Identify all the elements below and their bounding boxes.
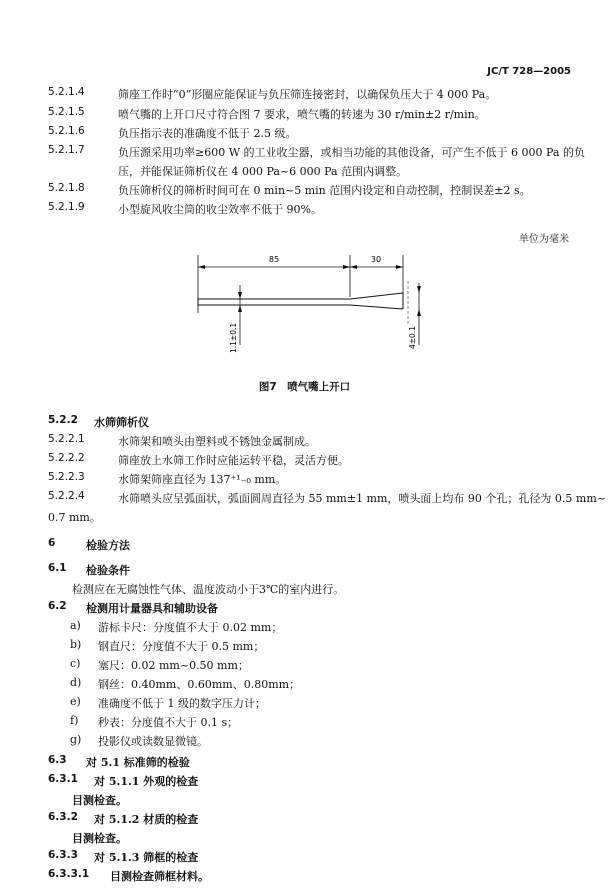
clause-5-2-1-7-cont [48,163,407,179]
nozzle-taper-top [350,293,403,299]
clause-number: 5.2.1.7 [48,144,85,156]
clause-text: 水筛喷头应呈弧面状，弧面圆周直径为 55 mm±1 mm，喷头面上均布 90 个孔；孔径为 0.5 mm~ [118,492,606,505]
section-number: 6.3.3 [48,849,78,861]
list-marker: a) [70,619,81,632]
section-6-1-heading [48,562,130,578]
section-6-3-3-1 [48,868,209,884]
dim-right-label: 4±0.1 [408,326,417,349]
clause-text: 负压筛析仪的筛析时间可在 0 min~5 min 范围内设定和自动控制，控制误差±2 s。 [118,184,531,197]
clause-5-2-2-4 [48,490,606,506]
list-marker: c) [70,657,81,670]
dim-left-arrow-top [238,292,242,299]
section-number: 6.3.2 [48,811,78,823]
clause-text: 目测检查筛框材料。 [110,870,209,883]
list-item-c [70,657,249,673]
clause-number: 5.2.2.3 [48,471,85,483]
dim-left-arrow-bottom [238,305,242,312]
list-text: 钢直尺：分度值不大于 0.5 mm； [98,640,265,653]
clause-5-2-1-6 [48,125,297,141]
dim-left-label: 1.1±0.1 [229,322,238,353]
list-marker: f) [70,714,79,727]
list-item-d [70,676,300,692]
clause-number: 5.2.1.4 [48,86,85,98]
clause-text: 筛座放上水筛工作时应能运转平稳，灵活方便。 [118,454,349,467]
dim-right-arrow-bottom [417,309,421,316]
clause-text: 水筛架筛座直径为 137⁺¹₋₀ mm。 [118,473,287,486]
arrow-mid-left [343,265,350,269]
clause-text: 压，并能保证筛析仪在 4 000 Pa~6 000 Pa 范围内调整。 [118,165,408,178]
dim-right-arrow-top [417,286,421,293]
clause-number: 5.2.2.2 [48,452,85,464]
clause-5-2-1-5 [48,106,486,122]
section-6-3-2-heading [48,811,198,827]
section-6-3-heading [48,754,190,770]
section-number: 6.1 [48,562,67,574]
clause-5-2-2-3 [48,471,286,487]
clause-number: 6.3.3.1 [48,868,90,880]
section-number: 6 [48,537,56,549]
list-text: 准确度不低于 1 级的数字压力计； [98,697,266,710]
section-title: 对 5.1.1 外观的检查 [94,775,199,788]
section-title: 对 5.1.2 材质的检查 [94,813,199,826]
list-marker: g) [70,733,82,746]
clause-number: 5.2.1.9 [48,201,85,213]
list-item-f [70,714,238,730]
clause-5-2-2-4-cont [48,509,101,525]
section-title: 对 5.1.3 筛框的检查 [94,851,199,864]
clause-5-2-1-9 [48,201,322,217]
doc-code: JC/T 728—2005 [487,66,571,77]
clause-number: 5.2.1.6 [48,125,85,137]
section-6-heading [48,537,130,553]
clause-5-2-2-1 [48,433,316,449]
list-marker: e) [70,695,81,708]
section-title: 检验方法 [86,539,130,552]
list-text: 游标卡尺：分度值不大于 0.02 mm； [98,621,283,634]
list-item-b [70,638,264,654]
nozzle-figure [180,245,440,360]
list-text: 投影仪或读数显微镜。 [98,735,208,748]
section-number: 6.2 [48,600,67,612]
clause-5-2-1-7 [48,144,585,160]
list-item-e [70,695,266,711]
unit-note: 单位为毫米 [519,234,569,245]
nozzle-taper-bottom [350,305,403,309]
clause-text: 负压源采用功率≥600 W 的工业收尘器，或相当功能的其他设备，可产生不低于 6 000 Pa 的负 [118,146,585,159]
list-item-g [70,733,208,749]
clause-number [48,163,118,179]
clause-text: 0.7 mm。 [48,511,101,524]
section-6-3-2-body: 目测检查。 [72,832,127,845]
clause-number: 5.2.1.5 [48,106,85,118]
dim-85-label: 85 [268,255,280,264]
list-text: 塞尺：0.02 mm~0.50 mm； [98,659,249,672]
list-marker: d) [70,676,82,689]
clause-number: 5.2.2.4 [48,490,85,502]
arrow-left [198,265,205,269]
clause-text: 负压指示表的准确度不低于 2.5 级。 [118,127,297,140]
dim-30-label: 30 [370,255,382,264]
section-6-3-1-body: 目测检查。 [72,794,127,807]
clause-5-2-2-2 [48,452,349,468]
section-6-3-3-heading [48,849,198,865]
clause-number: 5.2.2.1 [48,433,85,445]
clause-text: 喷气嘴的上开口尺寸符合图 7 要求，喷气嘴的转速为 30 r/min±2 r/min。 [118,108,486,121]
arrow-mid-right [350,265,357,269]
clause-5-2-1-8 [48,182,531,198]
list-item-a [70,619,282,635]
clause-5-2-2 [48,414,149,430]
section-6-2-heading [48,600,218,616]
list-text: 钢丝：0.40mm、0.60mm、0.80mm； [98,678,301,691]
section-6-3-1-heading [48,773,198,789]
clause-title: 水筛筛析仪 [94,416,149,429]
clause-number: 5.2.1.8 [48,182,85,194]
section-title: 检测用计量器具和辅助设备 [86,602,218,615]
section-title: 对 5.1 标准筛的检验 [86,756,190,769]
section-title: 检验条件 [86,564,130,577]
section-number: 6.3 [48,754,67,766]
figure-caption: 图7 喷气嘴上开口 [258,381,351,393]
section-number: 6.3.1 [48,773,78,785]
clause-5-2-1-4 [48,86,496,102]
clause-text: 小型旋风收尘筒的收尘效率不低于 90%。 [118,203,322,216]
clause-number: 5.2.2 [48,414,78,426]
clause-text: 水筛架和喷头由塑料或不锈蚀金属制成。 [118,435,316,448]
section-6-1-body: 检测应在无腐蚀性气体、温度波动小于3℃的室内进行。 [72,583,345,596]
clause-text: 筛座工作时“0”形圈应能保证与负压筛连接密封，以确保负压大于 4 000 Pa。 [118,88,497,101]
arrow-right [396,265,403,269]
list-text: 秒表：分度值不大于 0.1 s； [98,716,239,729]
list-marker: b) [70,638,82,651]
